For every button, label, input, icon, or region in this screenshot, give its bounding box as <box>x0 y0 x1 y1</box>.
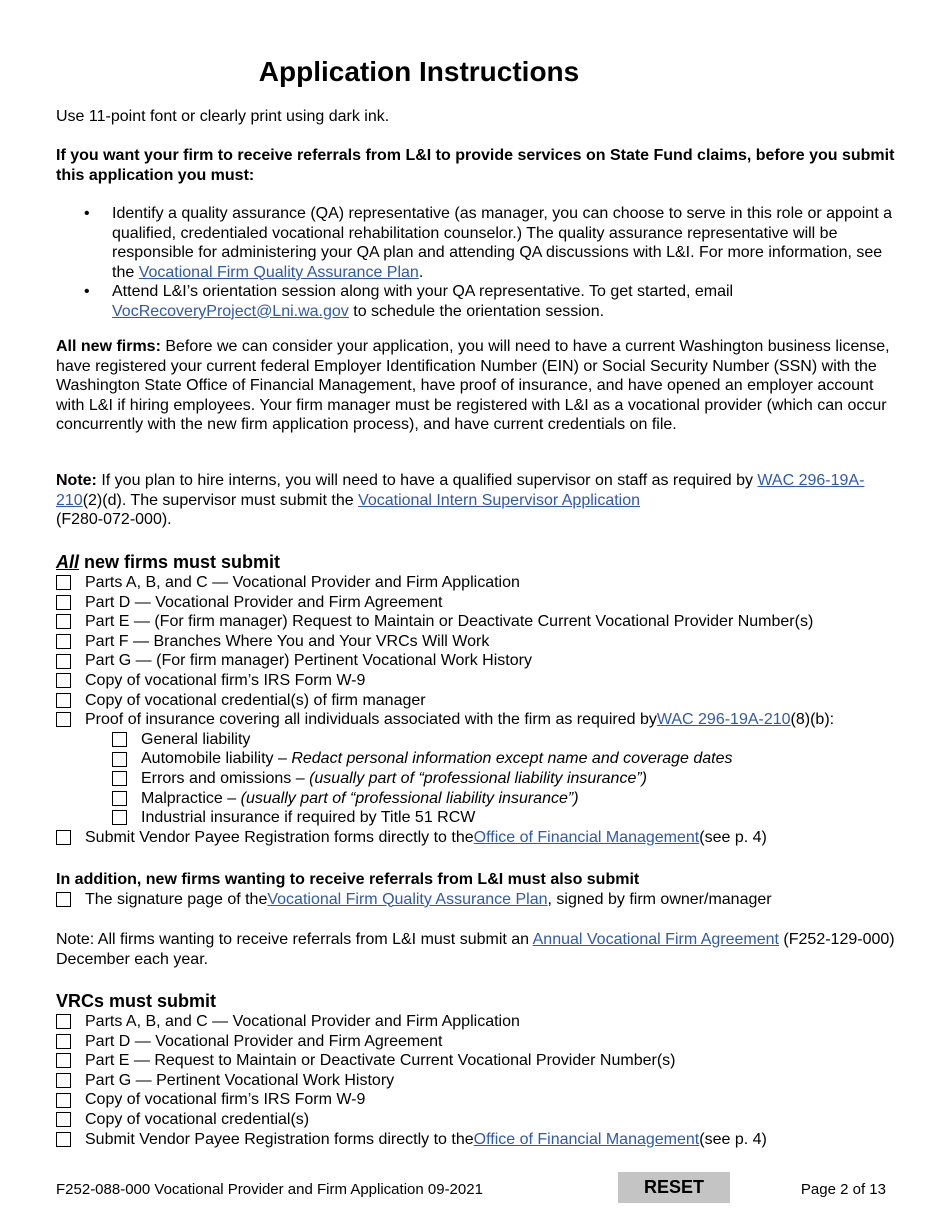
referral-heading: If you want your firm to receive referrals from L&I to provide services on State Fund claims, before you submit this application you must: <box>56 147 895 184</box>
checkbox[interactable] <box>56 1034 71 1049</box>
checklist-item: Submit Vendor Payee Registration forms directly to the Office of Financial Management (see p. 4) <box>56 828 896 848</box>
checkbox[interactable] <box>112 771 127 786</box>
checkbox[interactable] <box>56 1014 71 1029</box>
checkbox[interactable] <box>56 693 71 708</box>
checkbox[interactable] <box>56 1073 71 1088</box>
checkbox[interactable] <box>112 732 127 747</box>
qa-plan-signature-link[interactable]: Vocational Firm Quality Assurance Plan <box>267 890 548 908</box>
checkbox[interactable] <box>56 712 71 727</box>
checkbox[interactable] <box>56 614 71 629</box>
list-item: • Attend L&I’s orientation session along with your QA representative. To get started, email VocRecoveryProject@Lni.wa.gov to schedule the orientation session. <box>56 282 896 321</box>
wac-link[interactable]: WAC 296-19A-210 <box>56 472 865 509</box>
annual-agreement-link[interactable]: Annual Vocational Firm Agreement <box>532 931 779 948</box>
checkbox[interactable] <box>112 791 127 806</box>
checklist-subitem: Automobile liability – Redact personal information except name and coverage dates <box>56 749 896 769</box>
checklist-item: Parts A, B, and C — Vocational Provider and Firm Application <box>56 1012 896 1032</box>
checkbox[interactable] <box>56 892 71 907</box>
checklist-item: Part G — Pertinent Vocational Work History <box>56 1071 896 1091</box>
checklist-item: Proof of insurance covering all individuals associated with the firm as required by WAC 296-19A-210 (8)(b): <box>56 710 896 730</box>
addition-section <box>56 870 896 909</box>
checkbox[interactable] <box>56 654 71 669</box>
requirements-list <box>56 204 896 321</box>
intern-supervisor-link[interactable]: Vocational Intern Supervisor Application <box>358 491 641 509</box>
checklist-item: Parts A, B, and C — Vocational Provider and Firm Application <box>56 573 896 593</box>
list-item: • Identify a quality assurance (QA) representative (as manager, you can choose to serve in this role or appoint a qualified, credentialed vocational rehabilitation counselor.) The quality assurance representative will be responsible for administering your QA plan and attending QA discussions with L&I. For more information, see the Vocational Firm Quality Assurance Plan. <box>56 204 896 282</box>
checklist-item: Copy of vocational firm’s IRS Form W-9 <box>56 1090 896 1110</box>
checklist <box>56 573 896 847</box>
checklist <box>56 1012 896 1149</box>
checklist-item: Copy of vocational firm’s IRS Form W-9 <box>56 671 896 691</box>
qa-plan-link[interactable]: Vocational Firm Quality Assurance Plan <box>138 263 419 281</box>
checklist-subitem: General liability <box>56 730 896 750</box>
checklist-subitem: Malpractice – (usually part of “professional liability insurance”) <box>56 789 896 809</box>
checkbox[interactable] <box>112 752 127 767</box>
checkbox[interactable] <box>112 810 127 825</box>
checkbox[interactable] <box>56 830 71 845</box>
intro-text: Use 11-point font or clearly print using dark ink. <box>56 108 390 125</box>
section-heading: All new firms must submit <box>56 552 281 572</box>
ofm-link[interactable]: Office of Financial Management <box>473 1130 700 1148</box>
page-number: Page 2 of 13 <box>800 1181 886 1198</box>
ofm-link[interactable]: Office of Financial Management <box>473 828 700 846</box>
checkbox[interactable] <box>56 595 71 610</box>
checklist-item: Copy of vocational credential(s) <box>56 1110 896 1130</box>
checklist-item: Part D — Vocational Provider and Firm Agreement <box>56 593 896 613</box>
note-paragraph: Note: If you plan to hire interns, you will need to have a qualified supervisor on staff as required by WAC 296-19A-210(2)(d). The supervisor must submit the Vocational Intern Supervisor Application (F280-072-000). <box>56 472 865 528</box>
all-new-firms-paragraph: All new firms: Before we can consider your application, you will need to have a current Washington business license, have registered your current federal Employer Identification Number (EIN) or Social Security Number (SSN) with the Washington State Office of Financial Management, have proof of insurance, and have opened an employer account with L&I if hiring employees. Your firm manager must be registered with L&I as a vocational provider (which can occur concurrently with the new firm application process), and have current credentials on file. <box>56 338 890 433</box>
checklist-item: Submit Vendor Payee Registration forms directly to the Office of Financial Management (see p. 4) <box>56 1130 896 1150</box>
checklist-subitem: Industrial insurance if required by Title 51 RCW <box>56 808 896 828</box>
email-link[interactable]: VocRecoveryProject@Lni.wa.gov <box>112 302 349 320</box>
page-title: Application Instructions <box>258 56 580 87</box>
checklist-item: Part D — Vocational Provider and Firm Agreement <box>56 1032 896 1052</box>
checklist-subitem: Errors and omissions – (usually part of “professional liability insurance”) <box>56 769 896 789</box>
checklist-item: Part G — (For firm manager) Pertinent Vocational Work History <box>56 651 896 671</box>
section-heading: VRCs must submit <box>56 991 217 1011</box>
checklist-item: The signature page of the Vocational Firm Quality Assurance Plan , signed by firm owner/manager <box>56 890 896 910</box>
checkbox[interactable] <box>56 673 71 688</box>
reset-button[interactable]: RESET <box>618 1172 730 1203</box>
page-footer <box>56 1178 896 1202</box>
checkbox[interactable] <box>56 1112 71 1127</box>
checkbox[interactable] <box>56 634 71 649</box>
addition-heading: In addition, new firms wanting to receive referrals from L&I must also submit <box>56 871 640 888</box>
checklist-item: Part F — Branches Where You and Your VRCs Will Work <box>56 632 896 652</box>
checkbox[interactable] <box>56 1093 71 1108</box>
checkbox[interactable] <box>56 1053 71 1068</box>
all-firms-section <box>56 552 896 847</box>
annual-note: Note: All firms wanting to receive referrals from L&I must submit an Annual Vocational Firm Agreement (F252-129-000) December each year. <box>56 931 895 968</box>
checklist-item: Part E — Request to Maintain or Deactivate Current Vocational Provider Number(s) <box>56 1051 896 1071</box>
checklist-item: Part E — (For firm manager) Request to Maintain or Deactivate Current Vocational Provider Number(s) <box>56 612 896 632</box>
checkbox[interactable] <box>56 575 71 590</box>
checkbox[interactable] <box>56 1132 71 1147</box>
checklist-item: Copy of vocational credential(s) of firm manager <box>56 691 896 711</box>
wac-insurance-link[interactable]: WAC 296-19A-210 <box>656 711 791 729</box>
vrc-section <box>56 991 896 1149</box>
form-id: F252-088-000 Vocational Provider and Firm Application 09-2021 <box>56 1181 483 1198</box>
